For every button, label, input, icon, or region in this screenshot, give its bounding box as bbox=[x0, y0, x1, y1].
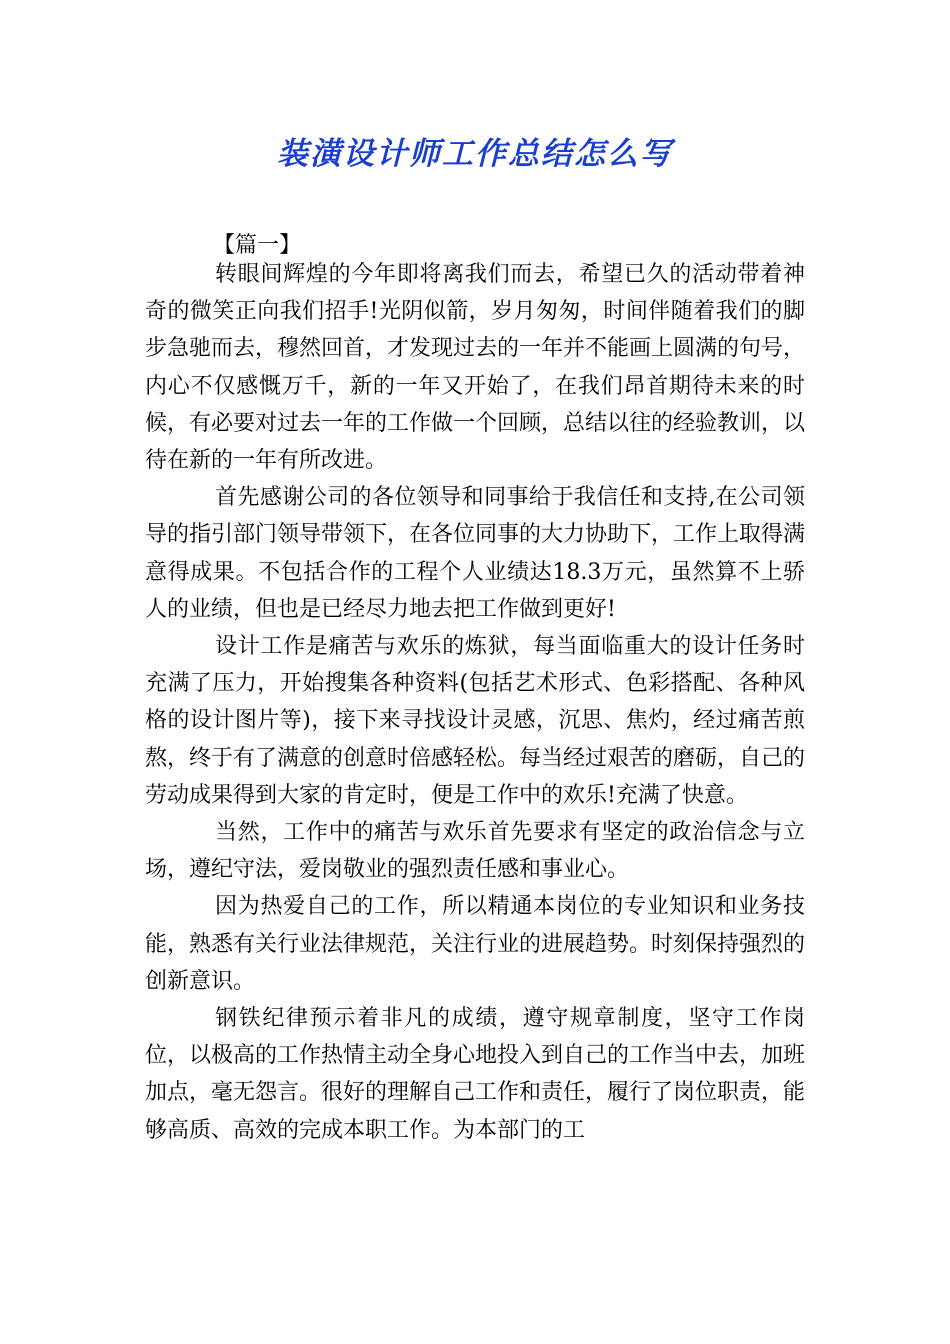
paragraph: 转眼间辉煌的今年即将离我们而去，希望已久的活动带着神奇的微笑正向我们招手!光阴似箭，岁月匆匆，时间伴随着我们的脚步急驰而去，穆然回首，才发现过去的一年并不能画上圆满的句号，内心不仅感慨万千，新的一年又开始了，在我们昂首期待未来的时候，有必要对过去一年的工作做一个回顾，总结以往的经验教训，以待在新的一年有所改进。 bbox=[145, 262, 806, 474]
paragraph: 当然，工作中的痛苦与欢乐首先要求有坚定的政治信念与立场，遵纪守法，爱岗敬业的强烈责任感和事业心。 bbox=[145, 820, 805, 883]
paragraph: 钢铁纪律预示着非凡的成绩，遵守规章制度，坚守工作岗位，以极高的工作热情主动全身心地投入到自己的工作当中去，加班加点，毫无怨言。很好的理解自己工作和责任，履行了岗位职责，能够高质、高效的完成本职工作。为本部门的工 bbox=[145, 1006, 806, 1143]
document-title: 装潢设计师工作总结怎么写 bbox=[277, 136, 673, 172]
document-body bbox=[145, 256, 805, 1149]
section-label: 【篇一】 bbox=[213, 233, 302, 258]
paragraph: 因为热爱自己的工作，所以精通本岗位的专业知识和业务技能，熟悉有关行业法律规范，关注行业的进展趋势。时刻保持强烈的创新意识。 bbox=[145, 894, 806, 994]
paragraph: 设计工作是痛苦与欢乐的炼狱，每当面临重大的设计任务时充满了压力，开始搜集各种资料(包括艺术形式、色彩搭配、各种风格的设计图片等)，接下来寻找设计灵感，沉思、焦灼，经过痛苦煎熬，终于有了满意的创意时倍感轻松。每当经过艰苦的磨砺，自己的劳动成果得到大家的肯定时，便是工作中的欢乐!充满了快意。 bbox=[145, 634, 806, 808]
paragraph: 首先感谢公司的各位领导和同事给于我信任和支持,在公司领导的指引部门领导带领下，在各位同事的大力协助下，工作上取得满意得成果。不包括合作的工程个人业绩达18.3万元，虽然算不上骄人的业绩，但也是已经尽力地去把工作做到更好! bbox=[145, 485, 806, 622]
